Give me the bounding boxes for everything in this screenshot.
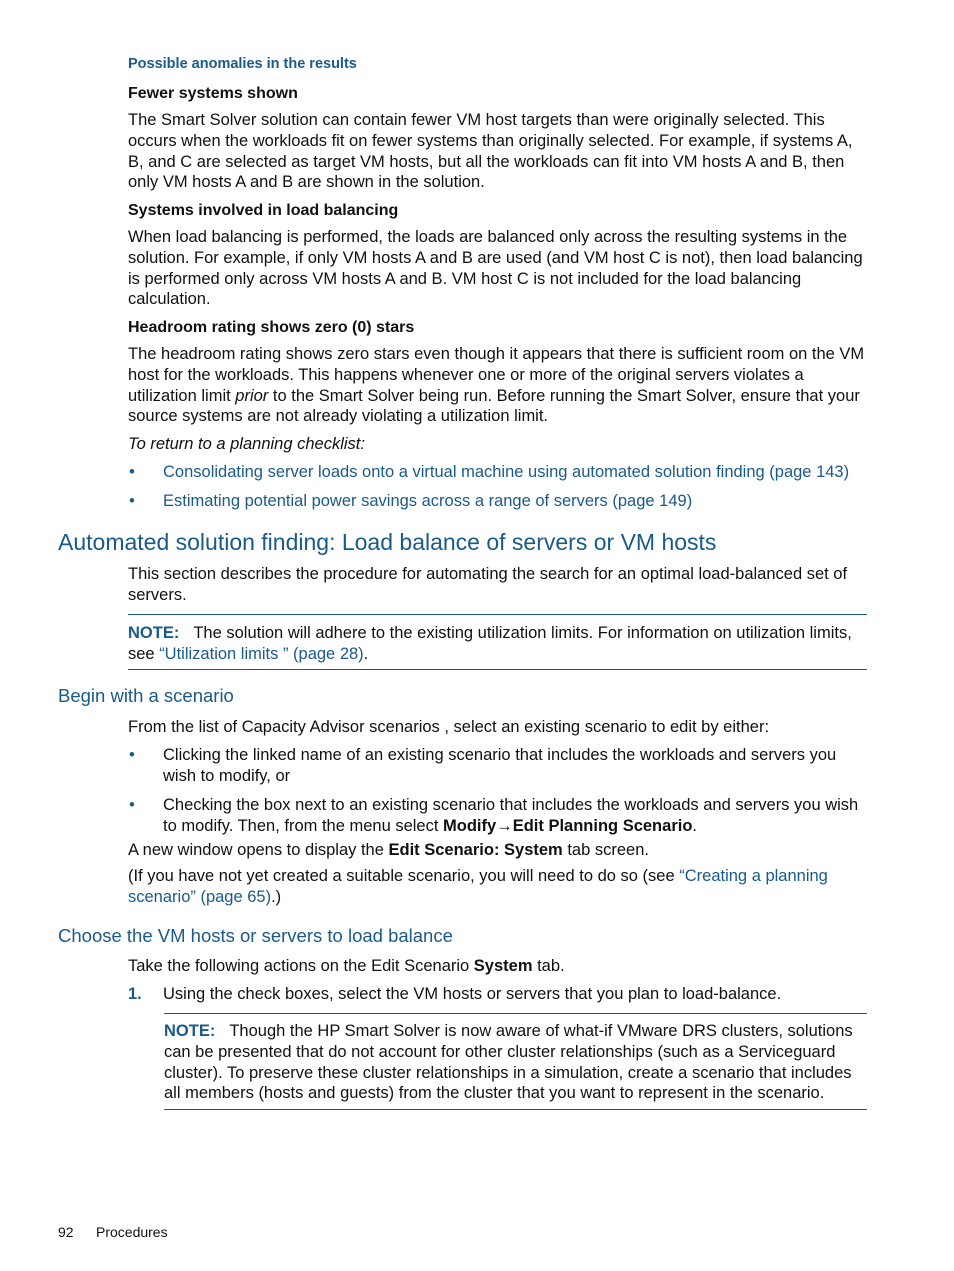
note-label: NOTE: [164,1022,216,1040]
create-scenario-text: (If you have not yet created a suitable scenario, you will need to do so (see “Creating a planning scenario” (page 65).) [128,867,828,906]
link-estimating-power-savings[interactable]: Estimating potential power savings across a range of servers (page 149) [163,492,693,510]
scenario-intro: From the list of Capacity Advisor scenarios , select an existing scenario to edit by either: [128,718,770,736]
footer-section: Procedures [96,1224,168,1240]
link-creating-planning-scenario[interactable]: “Creating a planning scenario” (page 65) [128,867,828,906]
bullet-icon: • [129,492,135,510]
note-divider-bottom [128,669,867,670]
headroom-body: The headroom rating shows zero stars even though it appears that there is sufficient room on the VM host for the workloads. This happens whenever one or more of the original servers violates a utilization limit prior to the Smart Solver being run. Before running the Smart Solver, ensure that your source systems are not already violating a utilization limit. [128,345,865,426]
step-text: Using the check boxes, select the VM hosts or servers that you plan to load-balance. [163,985,782,1003]
loadbalance-intro: This section describes the procedure for automating the search for an optimal load-balanced set of servers. [128,565,848,604]
note-divider-bottom [164,1109,867,1110]
link-utilization-limits[interactable]: “Utilization limits ” (page 28) [159,644,364,663]
scenario-heading: Begin with a scenario [58,685,234,706]
note-divider-top [128,614,867,615]
fewer-systems-body: The Smart Solver solution can contain fewer VM host targets than were originally selected. This occurs when the workloads fit on fewer systems than originally selected. For example, if systems A, B, and C are selected as target VM hosts, but all the workloads can fit into VM hosts A and B, then only VM hosts A and B are shown in the solution. [128,111,853,192]
list-item [129,491,873,512]
loadbalance-heading: Automated solution finding: Load balance of servers or VM hosts [58,529,717,555]
bullet-icon: • [129,796,135,814]
choose-heading: Choose the VM hosts or servers to load balance [58,925,453,946]
bullet-icon: • [129,746,135,764]
cluster-note: NOTE: Though the HP Smart Solver is now aware of what-if VMware DRS clusters, solutions can be presented that do not account for other cluster relationships (such as a Serviceguard cluster). To preserve these cluster relationships in a simulation, create a scenario that includes all members (hosts and guests) from the cluster that you want to represent in the scenario. [164,1022,853,1103]
fewer-systems-title: Fewer systems shown [128,85,298,102]
load-balancing-title: Systems involved in load balancing [128,202,399,219]
return-checklist-label: To return to a planning checklist: [128,435,365,453]
link-consolidating-server-loads[interactable]: Consolidating server loads onto a virtual machine using automated solution finding (page 143) [163,463,850,481]
note-divider-top [164,1013,867,1014]
page-number: 92 [58,1224,74,1240]
list-item [129,462,873,483]
new-window-text: A new window opens to display the Edit Scenario: System tab screen. [128,841,649,859]
headroom-title: Headroom rating shows zero (0) stars [128,319,415,336]
list-item: • Checking the box next to an existing scenario that includes the workloads and servers you wish to modify. Then, from the menu select Modify→Edit Planning Scenario. [129,796,859,835]
choose-intro: Take the following actions on the Edit Scenario System tab. [128,957,565,975]
bullet-icon: • [129,463,135,481]
anomalies-heading: Possible anomalies in the results [128,56,357,72]
step-number: 1. [128,985,142,1003]
list-item: • Clicking the linked name of an existing scenario that includes the workloads and servers you wish to modify, or [129,746,837,785]
utilization-note: NOTE: The solution will adhere to the existing utilization limits. For information on utilization limits, see “Utilization limits ” (page 28). [128,624,852,663]
load-balancing-body: When load balancing is performed, the loads are balanced only across the resulting systems in the solution. For example, if only VM hosts A and B are used (and VM host C is not), then load balancing is performed only across VM hosts A and B. VM host C is not included for the load balancing calculation. [128,228,863,309]
note-label: NOTE: [128,624,180,642]
